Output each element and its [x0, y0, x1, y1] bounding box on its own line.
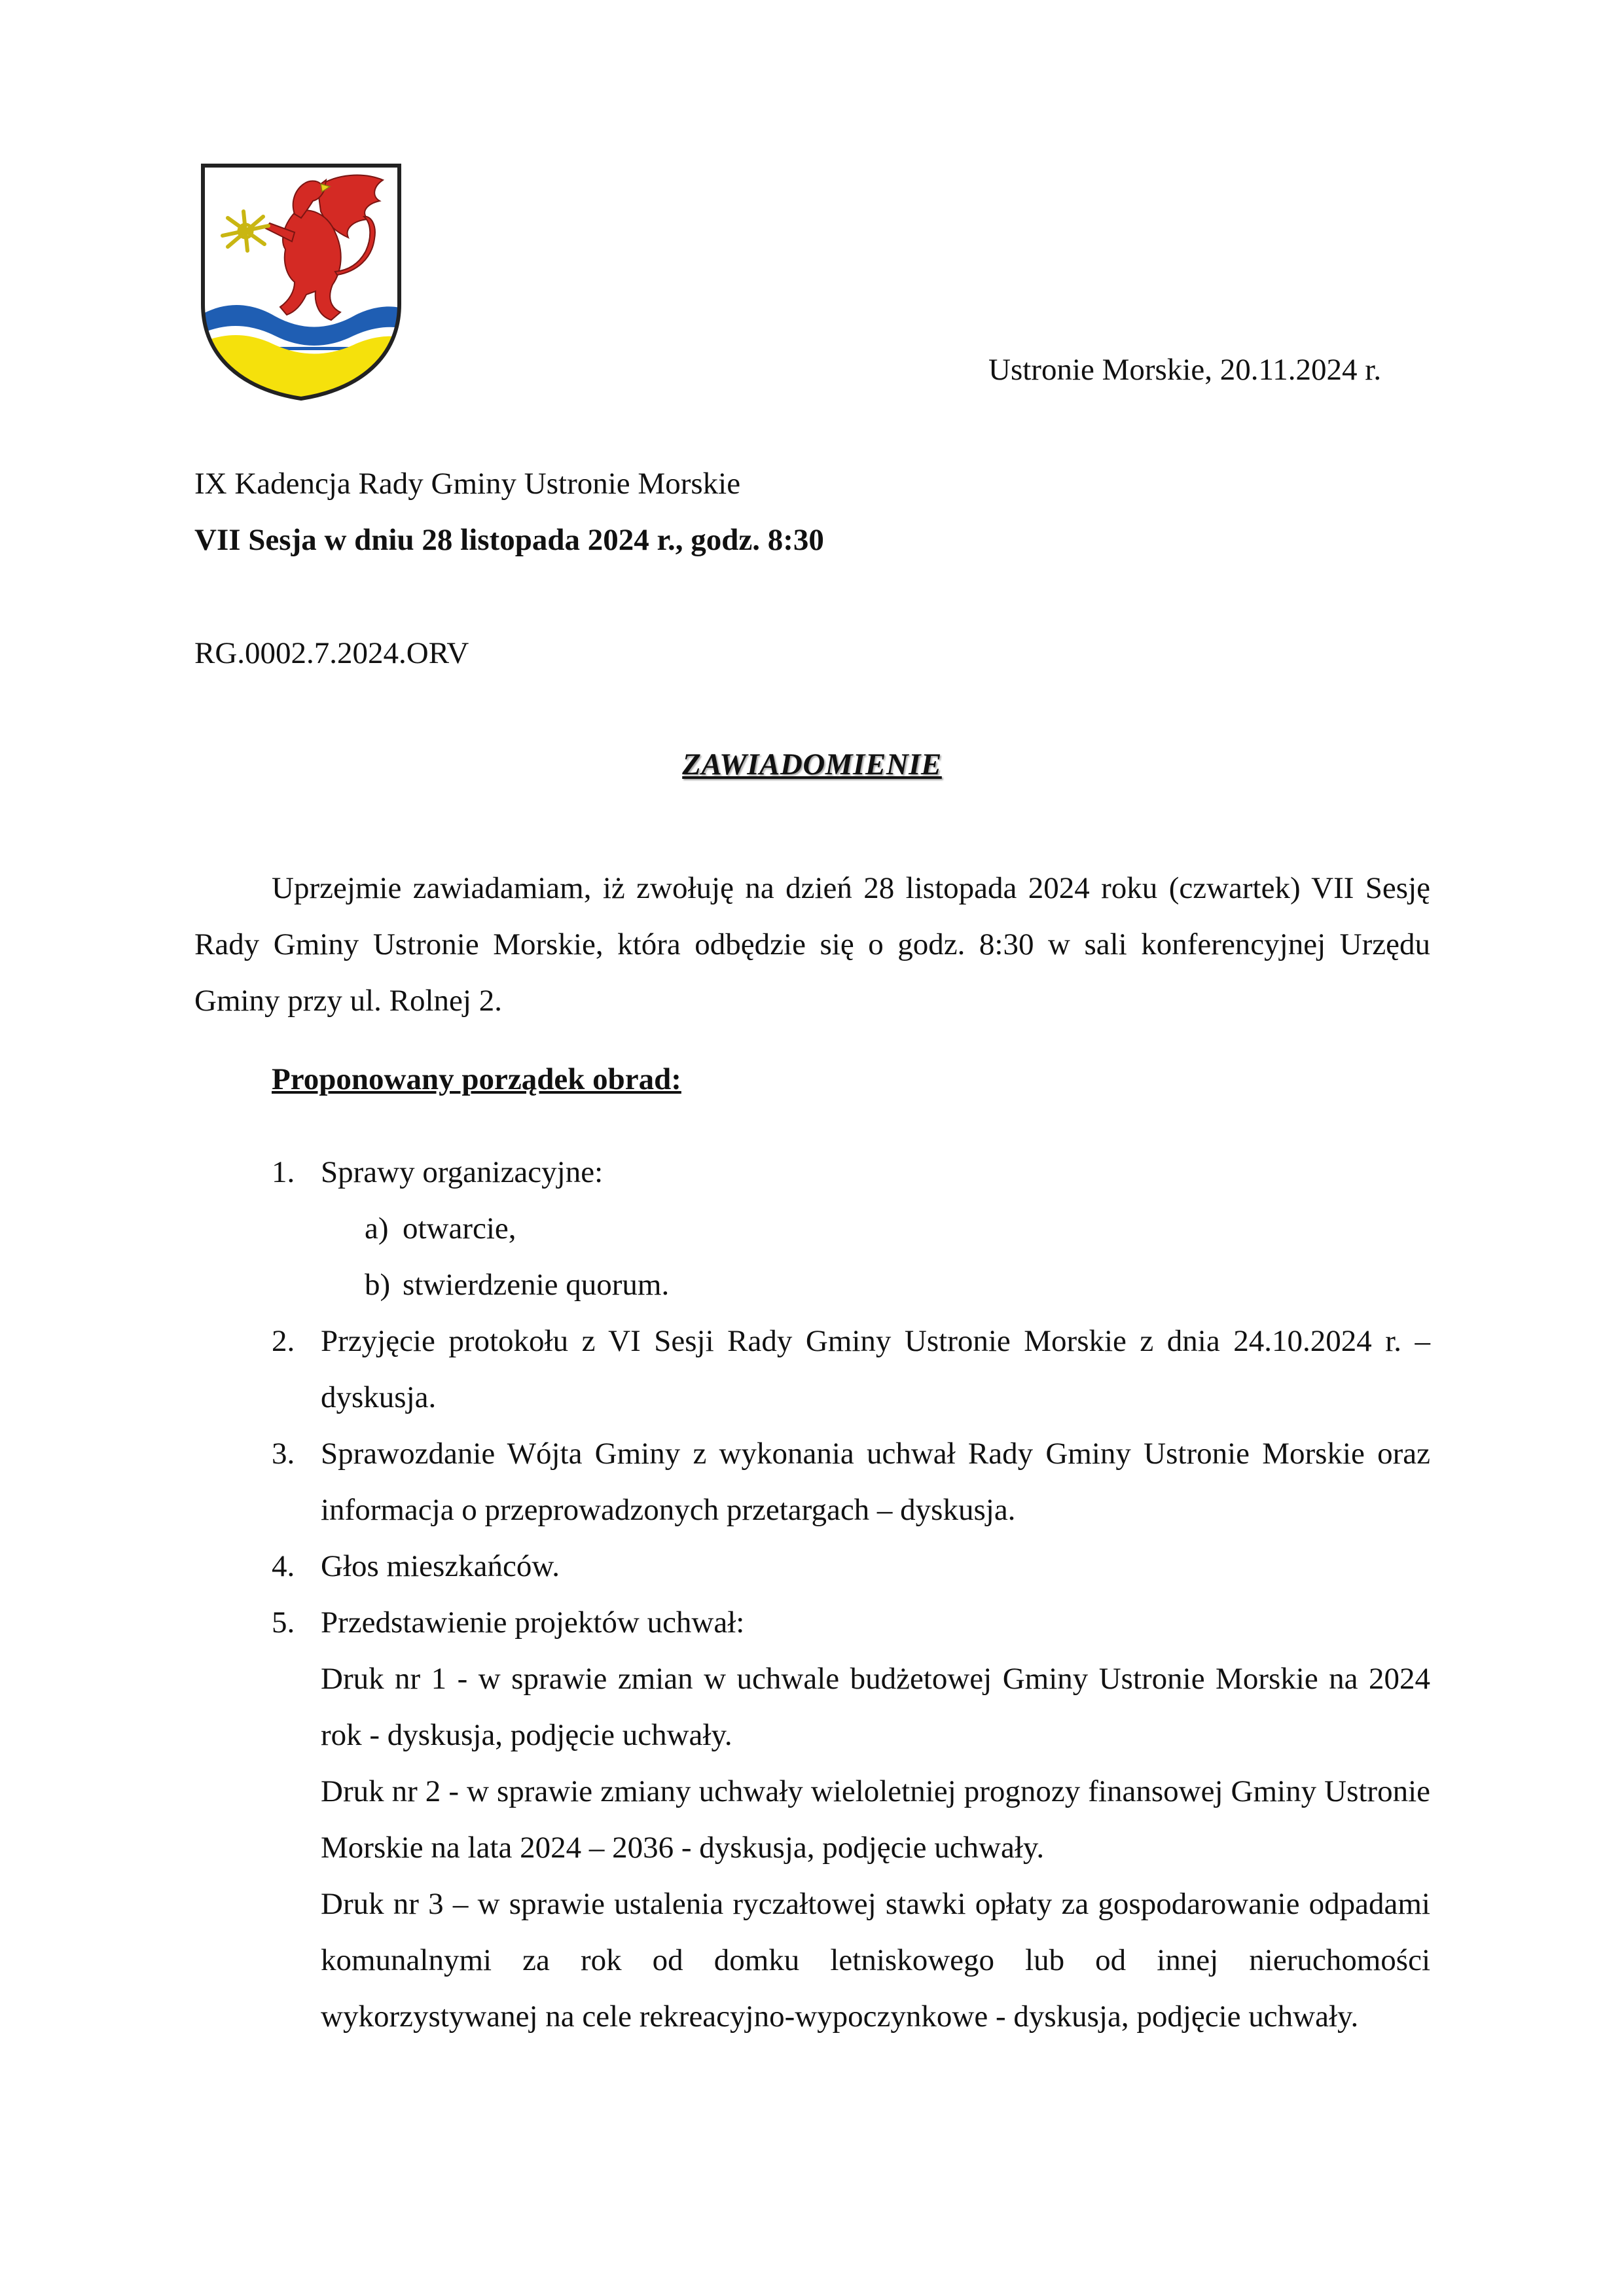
item-number: 3.	[272, 1437, 295, 1471]
item-number: 1.	[272, 1155, 295, 1189]
item-text: Sprawy organizacyjne:	[321, 1155, 604, 1189]
subitem-text: stwierdzenie quorum.	[403, 1268, 670, 1302]
subitem-letter: b)	[365, 1268, 391, 1302]
intro-paragraph: Uprzejmie zawiadamiam, iż zwołuję na dzień 28 listopada 2024 roku (czwartek) VII Sesję Rady Gminy Ustronie Morskie, która odbędzie się o godz. 8:30 w sali konferencyjnej Urzędu Gminy przy ul. Rolnej 2.	[194, 871, 1430, 1018]
document-title: ZAWIADOMIENIE	[682, 747, 942, 781]
reference-number: RG.0002.7.2024.ORV	[194, 636, 469, 670]
item-text: Sprawozdanie Wójta Gminy z wykonania uchwał Rady Gminy Ustronie Morskie oraz informacja o przeprowadzonych przetargach – dyskusja.	[321, 1437, 1430, 1527]
council-term-line: IX Kadencja Rady Gminy Ustronie Morskie	[194, 467, 741, 501]
item-text: Przedstawienie projektów uchwał:	[321, 1605, 745, 1640]
agenda-item-1	[272, 1144, 1430, 1200]
agenda-item-3	[272, 1426, 1430, 1538]
item-number: 2.	[272, 1324, 295, 1358]
agenda-heading: Proponowany porządek obrad:	[272, 1062, 681, 1096]
item-text: Głos mieszkańców.	[321, 1549, 560, 1583]
subitem-text: otwarcie,	[403, 1211, 516, 1246]
item-number: 5.	[272, 1605, 295, 1640]
draft-resolution-3: Druk nr 3 – w sprawie ustalenia ryczałtowej stawki opłaty za gospodarowanie odpadami komunalnymi za rok od domku letniskowego lub od innej nieruchomości wykorzystywanej na cele rekreacyjno-wypoczynkowe - dyskusja, podjęcie uchwały.	[321, 1887, 1430, 2034]
session-line: VII Sesja w dniu 28 listopada 2024 r., godz. 8:30	[194, 523, 824, 557]
agenda-item-2	[272, 1313, 1430, 1426]
date-place: Ustronie Morskie, 20.11.2024 r.	[988, 353, 1382, 387]
agenda-subitem-a	[272, 1200, 1430, 1257]
agenda-list	[272, 1144, 1430, 2045]
item-number: 4.	[272, 1549, 295, 1583]
draft-resolution-1: Druk nr 1 - w sprawie zmian w uchwale budżetowej Gminy Ustronie Morskie na 2024 rok - dyskusja, podjęcie uchwały.	[321, 1662, 1430, 1752]
item-text: Przyjęcie protokołu z VI Sesji Rady Gminy Ustronie Morskie z dnia 24.10.2024 r. – dyskusja.	[321, 1324, 1430, 1414]
agenda-item-4	[272, 1538, 1430, 1594]
subitem-letter: a)	[365, 1211, 389, 1246]
agenda-subitem-b	[272, 1257, 1430, 1313]
griffin-coat-of-arms-icon	[196, 160, 406, 404]
draft-resolution-2: Druk nr 2 - w sprawie zmiany uchwały wieloletniej prognozy finansowej Gminy Ustronie Morskie na lata 2024 – 2036 - dyskusja, podjęcie uchwały.	[321, 1774, 1430, 1865]
agenda-item-5	[272, 1594, 1430, 2045]
